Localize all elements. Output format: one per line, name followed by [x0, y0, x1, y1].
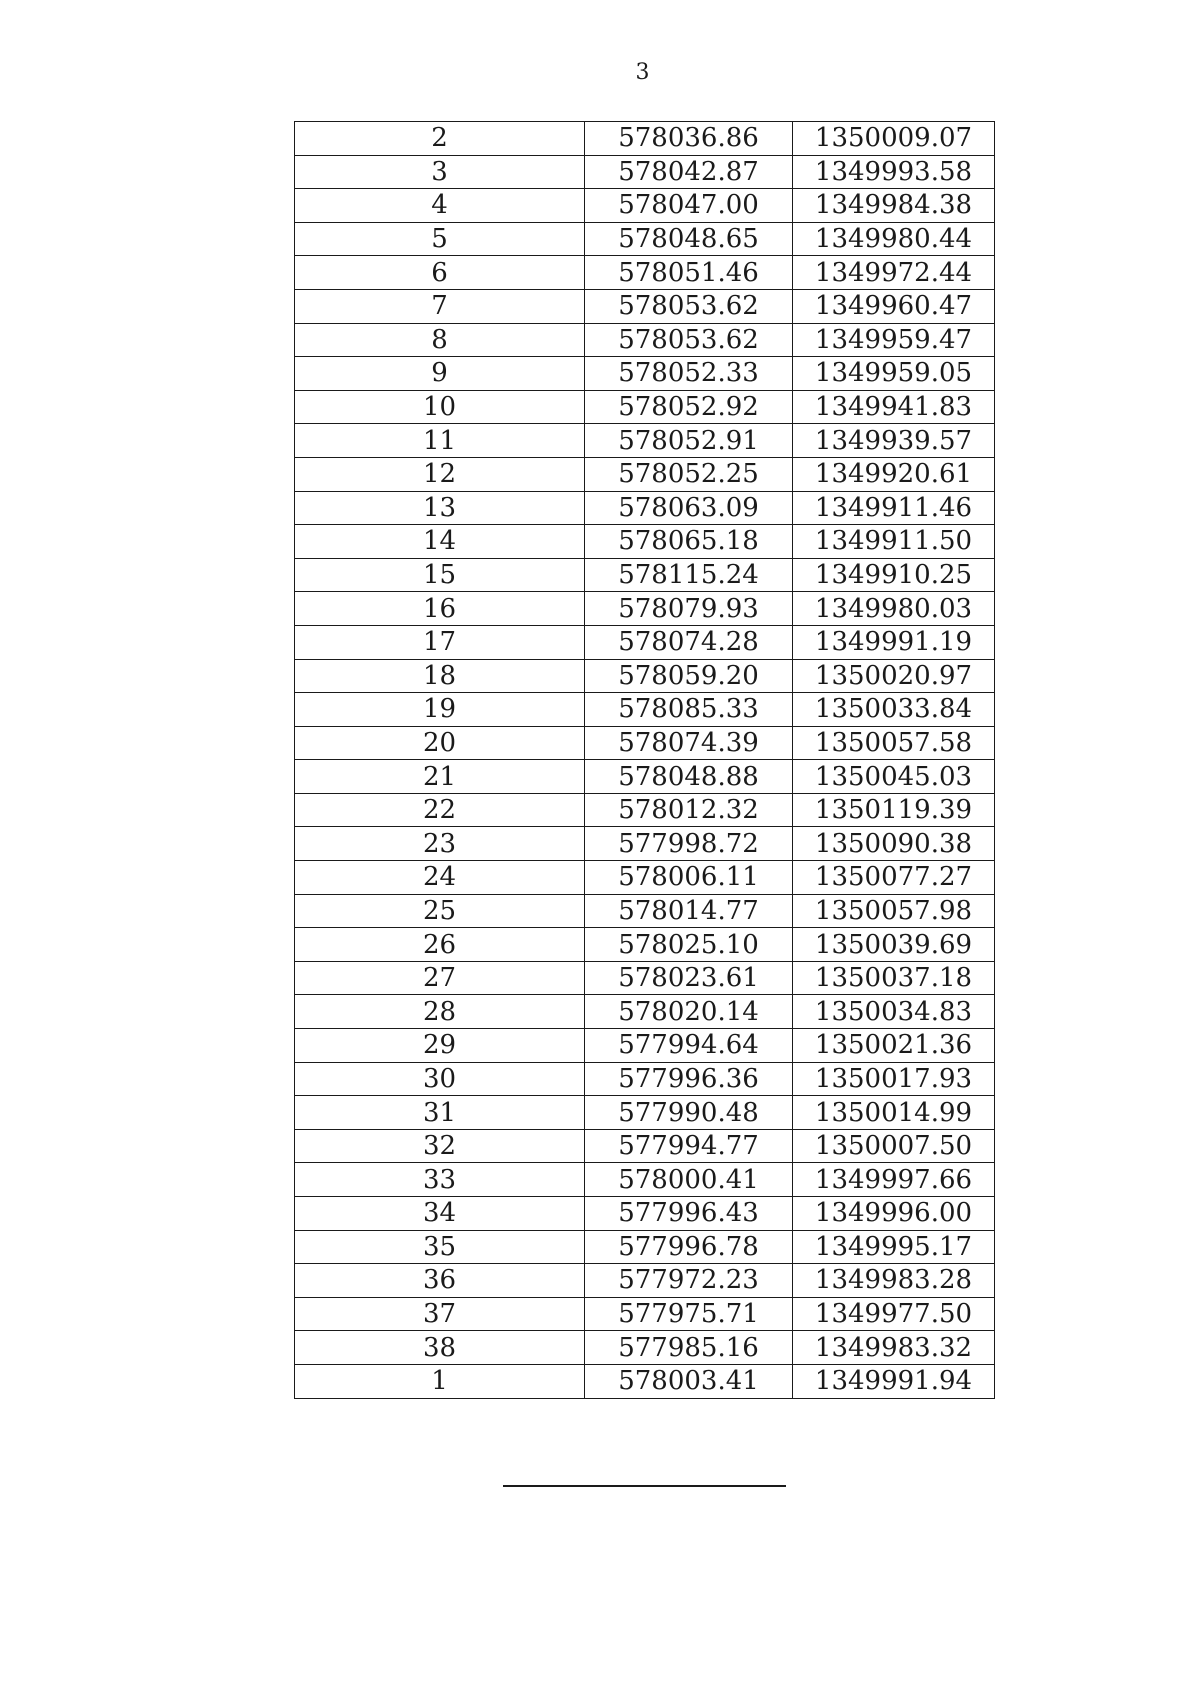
x-coordinate-cell: 578036.86: [585, 122, 793, 156]
point-number-cell: 7: [295, 289, 585, 323]
y-coordinate-cell: 1350077.27: [793, 861, 995, 895]
x-coordinate-cell: 577994.77: [585, 1129, 793, 1163]
y-coordinate-cell: 1350014.99: [793, 1096, 995, 1130]
table-row: [295, 457, 995, 491]
x-coordinate-cell: 578025.10: [585, 928, 793, 962]
coordinates-table: [294, 121, 995, 1399]
point-number-cell: 5: [295, 222, 585, 256]
point-number-cell: 12: [295, 457, 585, 491]
point-number-cell: 21: [295, 760, 585, 794]
y-coordinate-cell: 1349983.28: [793, 1264, 995, 1298]
x-coordinate-cell: 578053.62: [585, 289, 793, 323]
y-coordinate-cell: 1350045.03: [793, 760, 995, 794]
x-coordinate-cell: 577972.23: [585, 1264, 793, 1298]
point-number-cell: 36: [295, 1264, 585, 1298]
y-coordinate-cell: 1349920.61: [793, 457, 995, 491]
point-number-cell: 37: [295, 1297, 585, 1331]
y-coordinate-cell: 1350033.84: [793, 693, 995, 727]
y-coordinate-cell: 1350017.93: [793, 1062, 995, 1096]
table-row: [295, 1297, 995, 1331]
table-row: [295, 726, 995, 760]
table-row: [295, 1364, 995, 1398]
table-row: [295, 390, 995, 424]
x-coordinate-cell: 578014.77: [585, 894, 793, 928]
table-row: [295, 525, 995, 559]
point-number-cell: 30: [295, 1062, 585, 1096]
table-row: [295, 189, 995, 223]
x-coordinate-cell: 578048.65: [585, 222, 793, 256]
y-coordinate-cell: 1349996.00: [793, 1197, 995, 1231]
point-number-cell: 17: [295, 625, 585, 659]
y-coordinate-cell: 1350037.18: [793, 961, 995, 995]
table-row: [295, 357, 995, 391]
x-coordinate-cell: 577996.43: [585, 1197, 793, 1231]
x-coordinate-cell: 578012.32: [585, 793, 793, 827]
x-coordinate-cell: 578047.00: [585, 189, 793, 223]
point-number-cell: 19: [295, 693, 585, 727]
y-coordinate-cell: 1350020.97: [793, 659, 995, 693]
point-number-cell: 10: [295, 390, 585, 424]
x-coordinate-cell: 578052.92: [585, 390, 793, 424]
y-coordinate-cell: 1349984.38: [793, 189, 995, 223]
point-number-cell: 11: [295, 424, 585, 458]
x-coordinate-cell: 578074.28: [585, 625, 793, 659]
y-coordinate-cell: 1349939.57: [793, 424, 995, 458]
table-row: [295, 995, 995, 1029]
y-coordinate-cell: 1350009.07: [793, 122, 995, 156]
point-number-cell: 15: [295, 558, 585, 592]
y-coordinate-cell: 1349959.47: [793, 323, 995, 357]
point-number-cell: 6: [295, 256, 585, 290]
table-row: [295, 961, 995, 995]
table-row: [295, 861, 995, 895]
point-number-cell: 23: [295, 827, 585, 861]
point-number-cell: 22: [295, 793, 585, 827]
y-coordinate-cell: 1349941.83: [793, 390, 995, 424]
x-coordinate-cell: 578006.11: [585, 861, 793, 895]
point-number-cell: 3: [295, 155, 585, 189]
x-coordinate-cell: 578052.33: [585, 357, 793, 391]
point-number-cell: 38: [295, 1331, 585, 1365]
table-row: [295, 1029, 995, 1063]
table-row: [295, 894, 995, 928]
point-number-cell: 1: [295, 1364, 585, 1398]
point-number-cell: 24: [295, 861, 585, 895]
x-coordinate-cell: 577990.48: [585, 1096, 793, 1130]
y-coordinate-cell: 1349983.32: [793, 1331, 995, 1365]
table-row: [295, 659, 995, 693]
x-coordinate-cell: 578059.20: [585, 659, 793, 693]
table-row: [295, 558, 995, 592]
table-row: [295, 760, 995, 794]
x-coordinate-cell: 578023.61: [585, 961, 793, 995]
table-row: [295, 1331, 995, 1365]
y-coordinate-cell: 1349910.25: [793, 558, 995, 592]
y-coordinate-cell: 1349911.50: [793, 525, 995, 559]
y-coordinate-cell: 1350057.98: [793, 894, 995, 928]
table-row: [295, 222, 995, 256]
point-number-cell: 25: [295, 894, 585, 928]
page-number: 3: [635, 60, 650, 85]
y-coordinate-cell: 1349995.17: [793, 1230, 995, 1264]
table-row: [295, 1129, 995, 1163]
y-coordinate-cell: 1349960.47: [793, 289, 995, 323]
table-row: [295, 693, 995, 727]
table-row: [295, 1264, 995, 1298]
point-number-cell: 4: [295, 189, 585, 223]
table-row: [295, 1197, 995, 1231]
table-row: [295, 928, 995, 962]
point-number-cell: 35: [295, 1230, 585, 1264]
table-row: [295, 256, 995, 290]
point-number-cell: 26: [295, 928, 585, 962]
x-coordinate-cell: 577985.16: [585, 1331, 793, 1365]
y-coordinate-cell: 1350090.38: [793, 827, 995, 861]
x-coordinate-cell: 577975.71: [585, 1297, 793, 1331]
y-coordinate-cell: 1350057.58: [793, 726, 995, 760]
table-row: [295, 793, 995, 827]
point-number-cell: 32: [295, 1129, 585, 1163]
y-coordinate-cell: 1349977.50: [793, 1297, 995, 1331]
x-coordinate-cell: 578048.88: [585, 760, 793, 794]
x-coordinate-cell: 577996.78: [585, 1230, 793, 1264]
table-row: [295, 1163, 995, 1197]
y-coordinate-cell: 1349972.44: [793, 256, 995, 290]
table-row: [295, 155, 995, 189]
table-row: [295, 1062, 995, 1096]
x-coordinate-cell: 577998.72: [585, 827, 793, 861]
x-coordinate-cell: 578079.93: [585, 592, 793, 626]
point-number-cell: 9: [295, 357, 585, 391]
table-row: [295, 625, 995, 659]
y-coordinate-cell: 1350021.36: [793, 1029, 995, 1063]
x-coordinate-cell: 578003.41: [585, 1364, 793, 1398]
y-coordinate-cell: 1350039.69: [793, 928, 995, 962]
table-row: [295, 827, 995, 861]
x-coordinate-cell: 578000.41: [585, 1163, 793, 1197]
x-coordinate-cell: 578053.62: [585, 323, 793, 357]
point-number-cell: 34: [295, 1197, 585, 1231]
x-coordinate-cell: 578074.39: [585, 726, 793, 760]
y-coordinate-cell: 1350034.83: [793, 995, 995, 1029]
point-number-cell: 2: [295, 122, 585, 156]
point-number-cell: 29: [295, 1029, 585, 1063]
coordinates-table-body: [295, 122, 995, 1399]
x-coordinate-cell: 578052.25: [585, 457, 793, 491]
y-coordinate-cell: 1350007.50: [793, 1129, 995, 1163]
point-number-cell: 14: [295, 525, 585, 559]
y-coordinate-cell: 1349911.46: [793, 491, 995, 525]
point-number-cell: 27: [295, 961, 585, 995]
point-number-cell: 28: [295, 995, 585, 1029]
point-number-cell: 13: [295, 491, 585, 525]
point-number-cell: 20: [295, 726, 585, 760]
y-coordinate-cell: 1349959.05: [793, 357, 995, 391]
y-coordinate-cell: 1349980.44: [793, 222, 995, 256]
table-row: [295, 1096, 995, 1130]
table-row: [295, 1230, 995, 1264]
y-coordinate-cell: 1349997.66: [793, 1163, 995, 1197]
table-row: [295, 122, 995, 156]
y-coordinate-cell: 1349991.19: [793, 625, 995, 659]
point-number-cell: 16: [295, 592, 585, 626]
x-coordinate-cell: 578051.46: [585, 256, 793, 290]
table-row: [295, 424, 995, 458]
y-coordinate-cell: 1349980.03: [793, 592, 995, 626]
x-coordinate-cell: 578020.14: [585, 995, 793, 1029]
y-coordinate-cell: 1349993.58: [793, 155, 995, 189]
x-coordinate-cell: 578065.18: [585, 525, 793, 559]
x-coordinate-cell: 578042.87: [585, 155, 793, 189]
table-row: [295, 592, 995, 626]
point-number-cell: 33: [295, 1163, 585, 1197]
table-row: [295, 289, 995, 323]
x-coordinate-cell: 577994.64: [585, 1029, 793, 1063]
x-coordinate-cell: 578115.24: [585, 558, 793, 592]
x-coordinate-cell: 578063.09: [585, 491, 793, 525]
x-coordinate-cell: 577996.36: [585, 1062, 793, 1096]
y-coordinate-cell: 1349991.94: [793, 1364, 995, 1398]
footer-rule: [503, 1485, 786, 1487]
point-number-cell: 18: [295, 659, 585, 693]
table-row: [295, 323, 995, 357]
y-coordinate-cell: 1350119.39: [793, 793, 995, 827]
table-row: [295, 491, 995, 525]
point-number-cell: 8: [295, 323, 585, 357]
x-coordinate-cell: 578052.91: [585, 424, 793, 458]
point-number-cell: 31: [295, 1096, 585, 1130]
x-coordinate-cell: 578085.33: [585, 693, 793, 727]
